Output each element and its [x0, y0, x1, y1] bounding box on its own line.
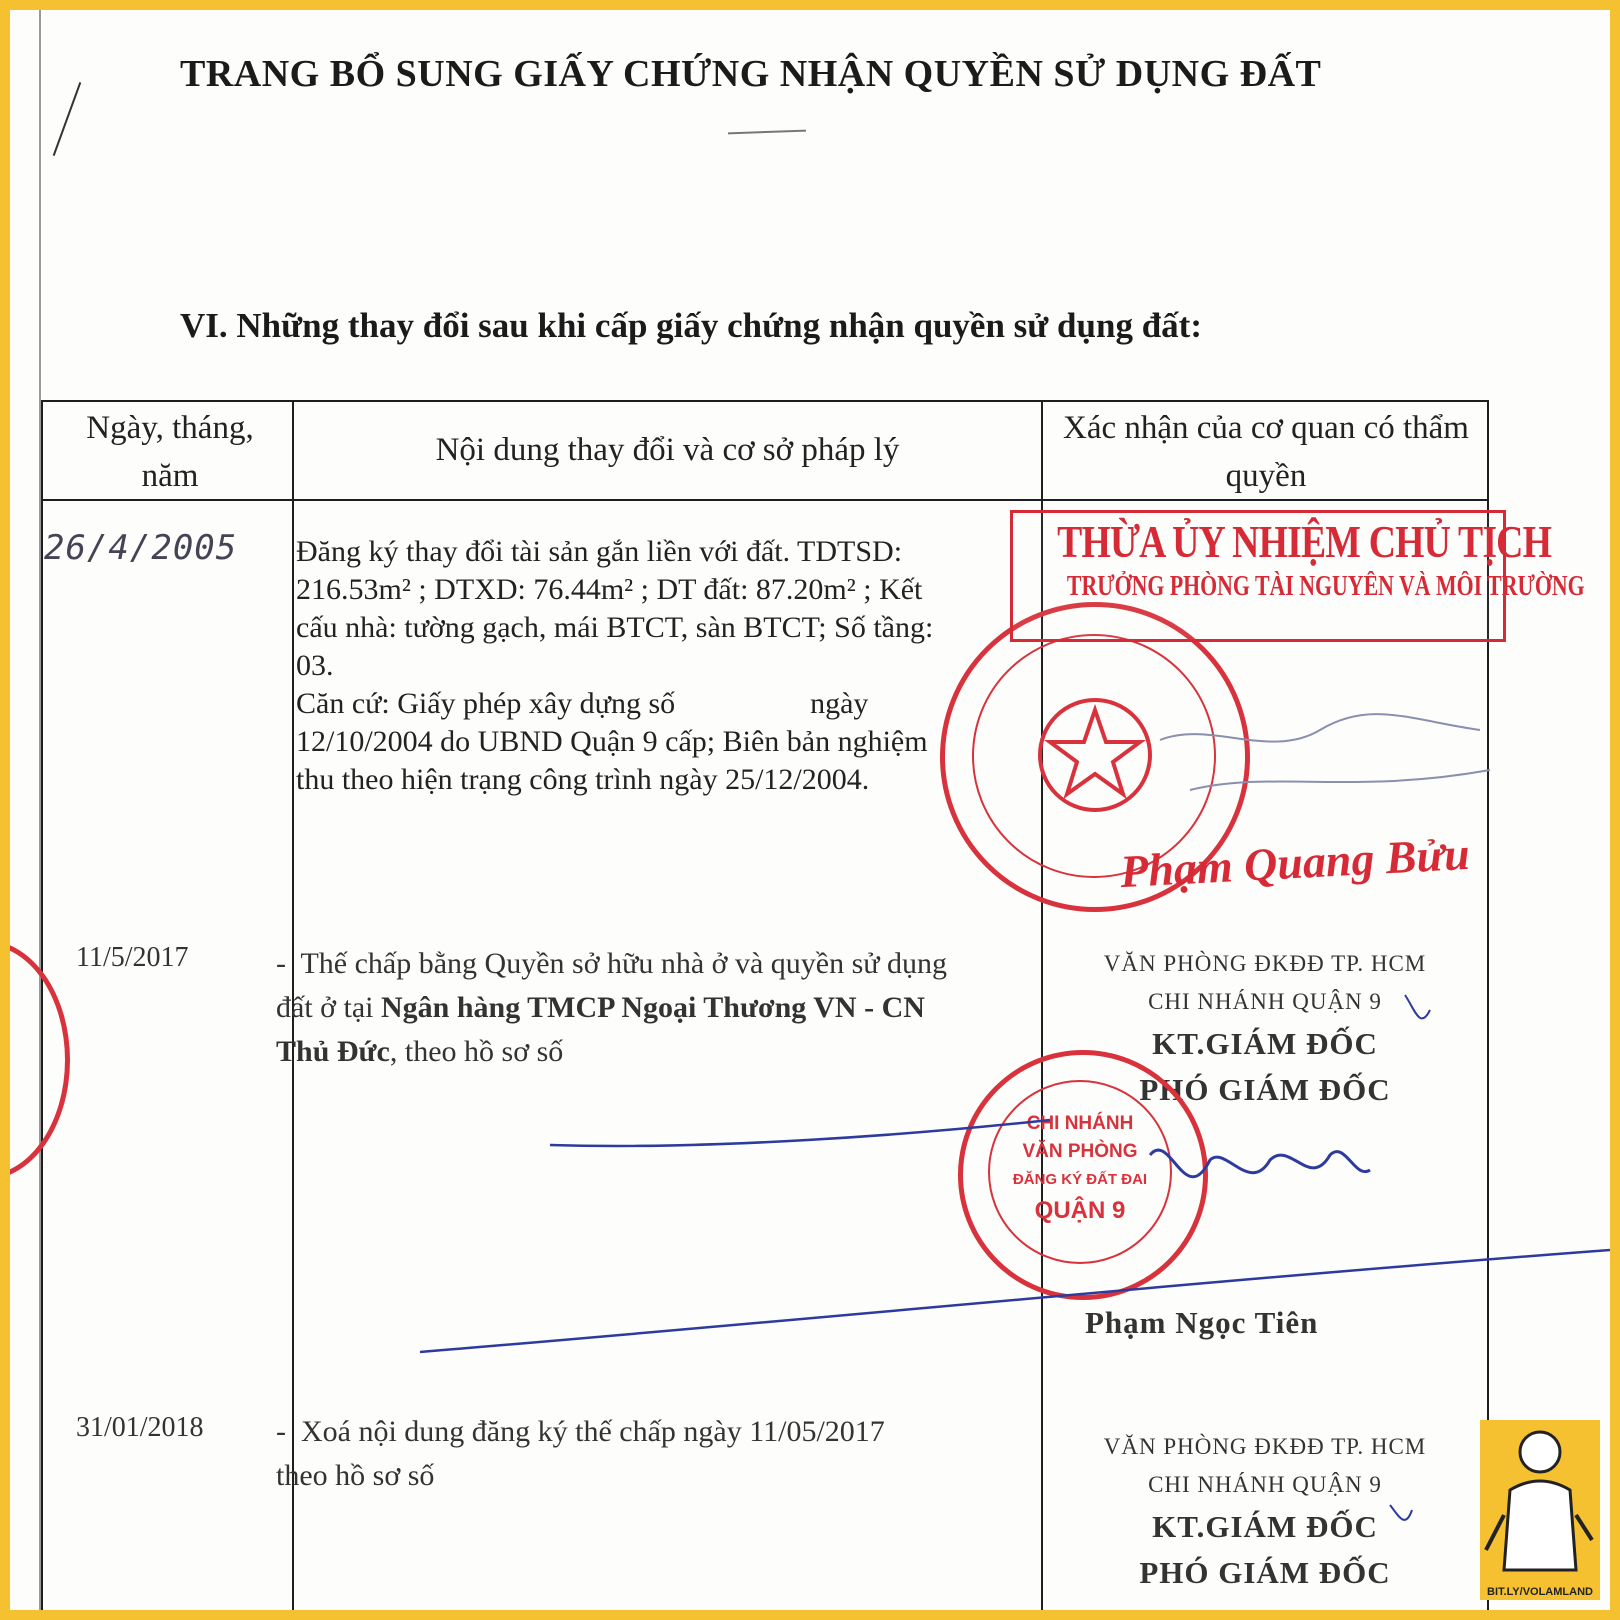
row2-line2-prefix: đất ở tại [276, 991, 381, 1024]
row1-line: 03. [296, 649, 334, 682]
row1-date: 26/4/2005 [44, 528, 238, 568]
logo-caption: BIT.LY/VOLAMLAND [1487, 1586, 1593, 1598]
header-confirm: Xác nhận của cơ quan có thẩm quyền [1063, 410, 1469, 494]
row1-line: Đăng ký thay đổi tài sản gắn liền với đất. TDTSD: [296, 535, 903, 568]
header-content: Nội dung thay đổi và cơ sở pháp lý [435, 432, 900, 468]
row1-line: cấu nhà: tường gạch, mái BTCT, sàn BTCT; Số tầng: [296, 611, 934, 644]
row2-line: - Thế chấp bằng Quyền sở hữu nhà ở và quyền sử dụng [276, 947, 948, 980]
office-role-2: PHÓ GIÁM ĐỐC [1139, 1072, 1391, 1107]
office-name: VĂN PHÒNG ĐKĐĐ TP. HCM [1103, 1434, 1427, 1459]
branch-seal-text: CHI NHÁNH VĂN PHÒNG ĐĂNG KÝ ĐẤT ĐAI QUẬN 9 [1012, 1113, 1148, 1224]
stamp-line-1: THỪA ỦY NHIỆM CHỦ TỊCH [1057, 516, 1552, 567]
branch-name: Thủ Đức [276, 1035, 390, 1068]
header-date: Ngày, tháng, năm [86, 410, 254, 494]
bank-name: Ngân hàng TMCP Ngoại Thương VN - CN [381, 991, 925, 1024]
document-page [10, 10, 1610, 1610]
row3-line: - Xoá nội dung đăng ký thế chấp ngày 11/05/2017 [276, 1415, 885, 1448]
row2-signer: Phạm Ngọc Tiên [1085, 1305, 1319, 1340]
row3-line: theo hồ sơ số [276, 1459, 435, 1492]
document-title: TRANG BỔ SUNG GIẤY CHỨNG NHẬN QUYỀN SỬ DỤNG ĐẤT [180, 53, 1322, 95]
row3-content [276, 1410, 1016, 1498]
mascot-logo-icon [1480, 1420, 1600, 1600]
row2-line3-suffix: , theo hồ sơ số [389, 1035, 564, 1068]
office-branch: CHI NHÁNH QUẬN 9 [1148, 989, 1382, 1014]
row1-line: Căn cứ: Giấy phép xây dựng số ngày [296, 687, 869, 720]
row3-office [1045, 1428, 1485, 1596]
office-role-1: KT.GIÁM ĐỐC [1152, 1509, 1378, 1544]
row1-line: 216.53m² ; DTXD: 76.44m² ; DT đất: 87.20m² ; Kết [296, 573, 923, 606]
office-role-1: KT.GIÁM ĐỐC [1152, 1026, 1378, 1061]
stamp-line-2: TRƯỞNG PHÒNG TÀI NGUYÊN VÀ MÔI TRƯỜNG [1066, 571, 1585, 602]
section-heading: VI. Những thay đổi sau khi cấp giấy chứng nhận quyền sử dụng đất: [180, 306, 1202, 345]
strike-lines [10, 10, 1610, 1610]
row3-date: 31/01/2018 [76, 1412, 204, 1443]
row1-signer: Phạm Quang Bửu [1118, 827, 1471, 898]
office-role-2: PHÓ GIÁM ĐỐC [1139, 1555, 1391, 1590]
office-name: VĂN PHÒNG ĐKĐĐ TP. HCM [1103, 951, 1427, 976]
row1-line: thu theo hiện trạng công trình ngày 25/12/2004. [296, 763, 870, 796]
office-branch: CHI NHÁNH QUẬN 9 [1148, 1472, 1382, 1497]
row2-date: 11/5/2017 [76, 942, 189, 973]
row1-line: 12/10/2004 do UBND Quận 9 cấp; Biên bản nghiệm [296, 725, 928, 758]
